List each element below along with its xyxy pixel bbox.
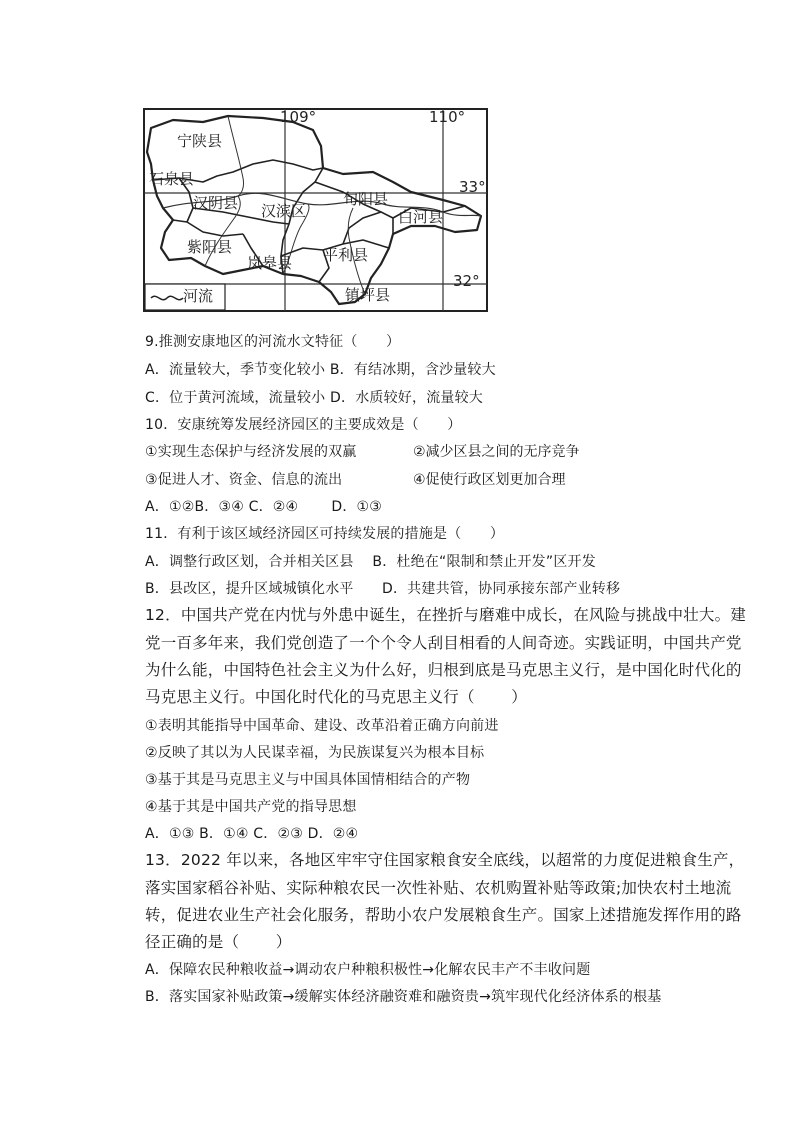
q9-options-ab: A．流量较大，季节变化较小 B．有结冰期，含沙量较大 xyxy=(145,362,496,378)
q10-statement-4: ④促使行政区划更加合理 xyxy=(413,472,566,488)
q13-stem-line-3: 转，促进农业生产社会化服务，帮助小农户发展粮食生产。国家上述措施发挥作用的路 xyxy=(145,906,742,924)
county-label-pingli: 平利县 xyxy=(323,246,369,264)
county-label-langao: 岚皋县 xyxy=(247,254,293,272)
lat-32-label: 32° xyxy=(453,272,480,290)
q12-statement-3: ③基于其是马克思主义与中国具体国情相结合的产物 xyxy=(145,772,471,788)
q9-stem: 9.推测安康地区的河流水文特征（ ） xyxy=(145,334,401,350)
q13-option-b: B．落实国家补贴政策→缓解实体经济融资难和融资贵→筑牢现代化经济体系的根基 xyxy=(145,989,662,1005)
county-label-ningshan: 宁陕县 xyxy=(177,132,223,150)
q13-stem-line-4: 径正确的是（ ） xyxy=(145,933,292,951)
q13-option-a: A．保障农民种粮收益→调动农户种粮积极性→化解农民丰产不丰收问题 xyxy=(145,962,591,978)
lon-110-label: 110° xyxy=(429,108,466,126)
q13-stem-line-1: 13．2022 年以来，各地区牢牢守住国家粮食安全底线，以超常的力度促进粮食生产， xyxy=(145,851,745,869)
q12-stem-line-4: 马克思主义行。中国化时代化的马克思主义行（ ） xyxy=(145,688,527,706)
q12-statement-2: ②反映了其以为人民谋幸福，为民族谋复兴为根本目标 xyxy=(145,745,485,761)
lat-33-label: 33° xyxy=(459,178,486,196)
legend-label: 河流 xyxy=(183,287,214,305)
q12-statement-1: ①表明其能指导中国革命、建设、改革沿着正确方向前进 xyxy=(145,718,499,734)
county-label-xunyang: 旬阳县 xyxy=(343,190,389,208)
county-label-zhenping: 镇坪县 xyxy=(345,286,391,304)
county-label-shiquan: 石泉县 xyxy=(149,170,195,188)
q11-stem: 11．有利于该区域经济园区可持续发展的措施是（ ） xyxy=(145,526,505,542)
q13-stem-line-2: 落实国家稻谷补贴、实际种粮农民一次性补贴、农机购置补贴等政策;加快农村土地流 xyxy=(145,879,732,897)
q12-statement-4: ④基于其是中国共产党的指导思想 xyxy=(145,799,357,815)
q11-options-ab: A．调整行政区划，合并相关区县 B．杜绝在“限制和禁止开发”区开发 xyxy=(145,554,596,570)
q10-answers: A．①②B．③④ C．②④ D．①③ xyxy=(145,499,383,515)
q10-statement-3: ③促进人才、资金、信息的流出 xyxy=(145,472,343,488)
q12-stem-line-2: 党一百多年来，我们党创造了一个个令人刮目相看的人间奇迹。实践证明，中国共产党 xyxy=(145,634,742,652)
q11-options-cd: B．县改区，提升区域城镇化水平 D．共建共管，协同承接东部产业转移 xyxy=(145,581,621,597)
county-label-hanbin: 汉滨区 xyxy=(261,202,307,220)
q9-options-cd: C．位于黄河流域，流量较小 D．水质较好，流量较大 xyxy=(145,390,484,406)
county-label-hanyin: 汉阴县 xyxy=(193,194,239,212)
county-label-ziyang: 紫阳县 xyxy=(187,238,233,256)
county-map xyxy=(143,108,488,312)
q10-statement-1: ①实现生态保护与经济发展的双赢 xyxy=(145,444,357,460)
q12-answers: A．①③ B．①④ C．②③ D．②④ xyxy=(145,826,359,842)
q10-stem: 10．安康统筹发展经济园区的主要成效是（ ） xyxy=(145,417,462,433)
q12-stem-line-3: 为什么能，中国特色社会主义为什么好，归根到底是马克思主义行，是中国化时代化的 xyxy=(145,661,742,679)
county-label-baihe: 白河县 xyxy=(398,208,444,226)
q10-statement-2: ②减少区县之间的无序竞争 xyxy=(413,444,580,460)
q12-stem-line-1: 12．中国共产党在内忧与外患中诞生，在挫折与磨难中成长，在风险与挑战中壮大。建 xyxy=(145,606,747,624)
lon-109-label: 109° xyxy=(280,108,317,126)
